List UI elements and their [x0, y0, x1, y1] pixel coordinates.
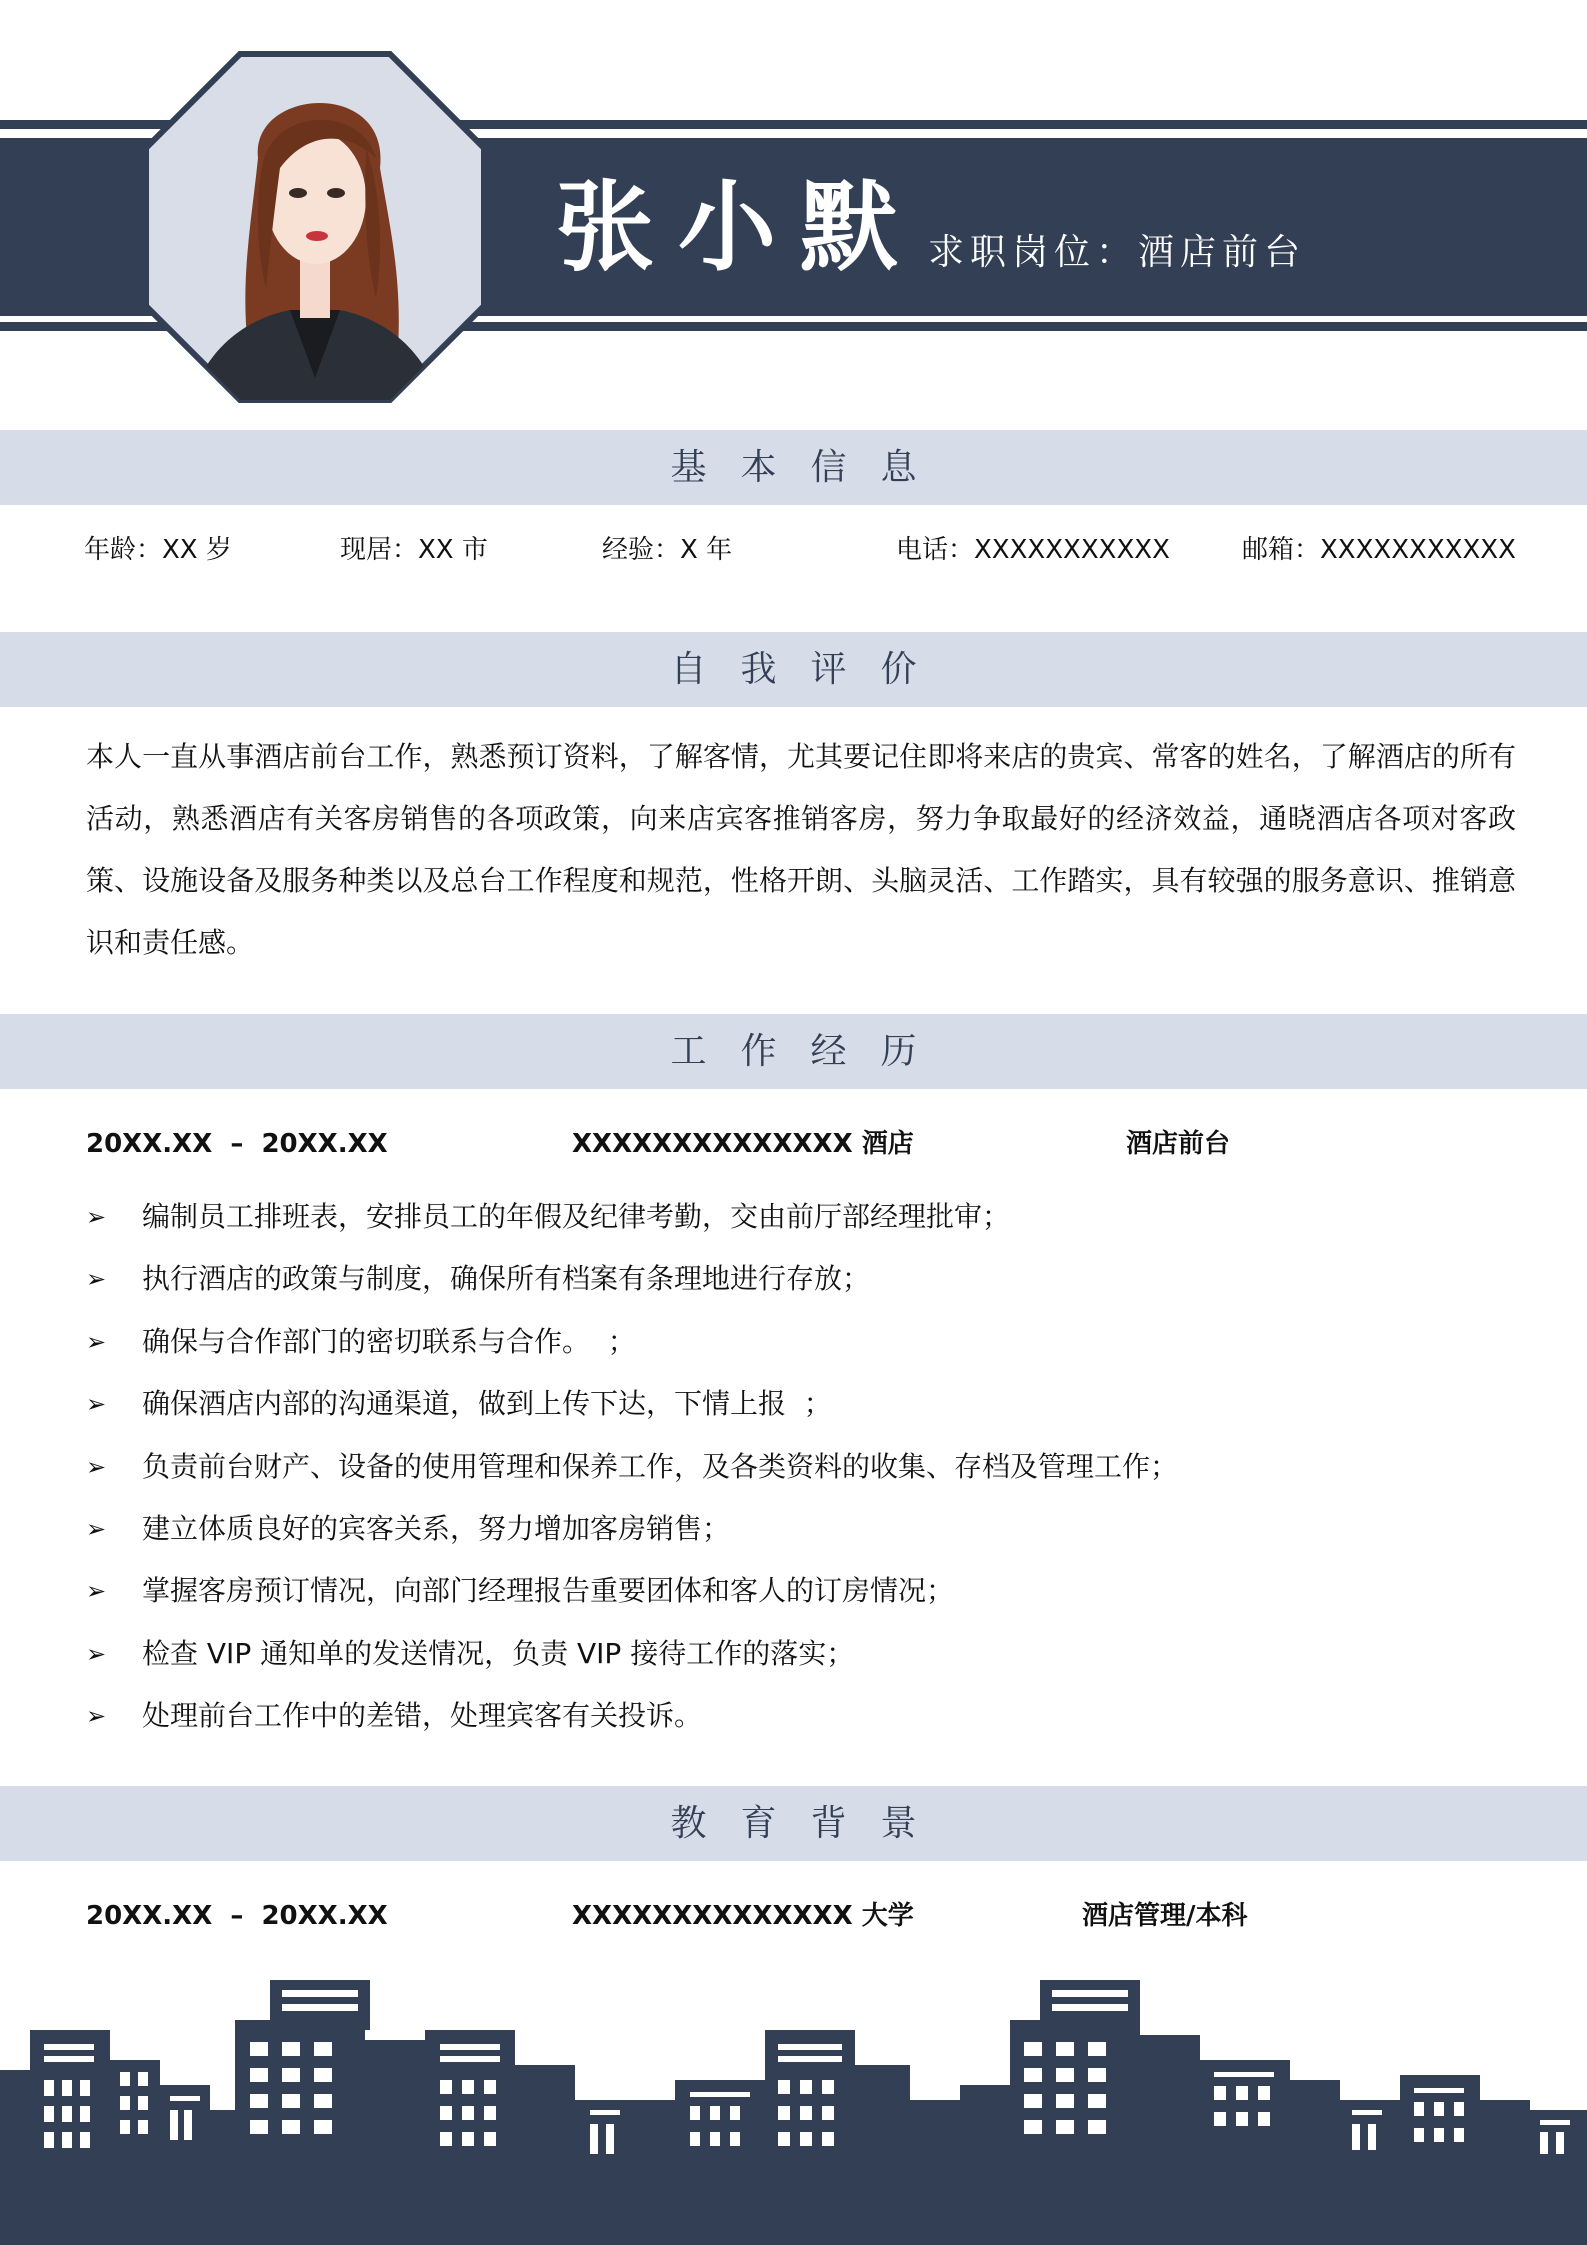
duty-text: 负责前台财产、设备的使用管理和保养工作，及各类资料的收集、存档及管理工作； — [142, 1449, 1179, 1483]
arrow-bullet-icon: ➢ — [86, 1452, 107, 1481]
work-company: XXXXXXXXXXXXXX 酒店 — [572, 1129, 914, 1159]
list-item — [86, 1685, 1178, 1747]
work-duties-list — [86, 1186, 1178, 1748]
list-item — [86, 1436, 1178, 1498]
list-item — [86, 1560, 1178, 1622]
work-position: 酒店前台 — [1126, 1129, 1231, 1159]
list-item — [86, 1373, 1178, 1435]
list-item — [86, 1623, 1178, 1685]
info-location: 现居：XX 市 — [340, 535, 488, 565]
section-title-self-eval: 自我评价 — [670, 649, 951, 690]
info-phone: 电话：XXXXXXXXXXX — [896, 535, 1170, 565]
job-title: 求职岗位：酒店前台 — [928, 232, 1307, 273]
duty-text: 确保与合作部门的密切联系与合作。 ； — [142, 1324, 636, 1358]
list-item — [86, 1248, 1178, 1310]
list-item — [86, 1186, 1178, 1248]
avatar — [140, 48, 490, 406]
city-skyline-icon — [0, 1960, 1587, 2245]
info-age: 年龄：XX 岁 — [84, 535, 232, 565]
info-experience: 经验：X 年 — [602, 535, 733, 565]
duty-text: 确保酒店内部的沟通渠道，做到上传下达，下情上报 ； — [142, 1387, 832, 1421]
duty-text: 编制员工排班表，安排员工的年假及纪律考勤，交由前厅部经理批审； — [142, 1200, 1011, 1233]
list-item — [86, 1498, 1178, 1560]
arrow-bullet-icon: ➢ — [86, 1390, 107, 1419]
duty-text: 建立体质良好的宾客关系，努力增加客房销售； — [142, 1511, 731, 1545]
section-title-education: 教育背景 — [670, 1803, 951, 1844]
edu-period: 20XX.XX – 20XX.XX — [86, 1901, 388, 1931]
edu-major: 酒店管理/本科 — [1082, 1901, 1248, 1931]
arrow-bullet-icon: ➢ — [86, 1577, 107, 1606]
section-title-basic-info: 基本信息 — [670, 447, 951, 488]
duty-text: 执行酒店的政策与制度，确保所有档案有条理地进行存放； — [142, 1262, 871, 1296]
info-email: 邮箱：XXXXXXXXXXX — [1242, 535, 1516, 565]
self-eval-text: 本人一直从事酒店前台工作，熟悉预订资料，了解客情，尤其要记住即将来店的贵宾、常客的姓名，了解酒店的所有活动，熟悉酒店有关客房销售的各项政策，向来店宾客推销客房，努力争取最好的经济效益，通晓酒店各项对客政策、设施设备及服务种类以及总台工作程度和规范，性格开朗、头脑灵活、工作踏实，具有较强的服务意识、推销意识和责任感。 — [86, 740, 1516, 959]
duty-text: 检查 VIP 通知单的发送情况，负责 VIP 接待工作的落实； — [142, 1636, 855, 1670]
arrow-bullet-icon: ➢ — [86, 1702, 107, 1731]
section-title-work: 工作经历 — [670, 1031, 951, 1072]
arrow-bullet-icon: ➢ — [86, 1639, 107, 1668]
arrow-bullet-icon: ➢ — [86, 1265, 107, 1294]
arrow-bullet-icon: ➢ — [86, 1514, 107, 1543]
list-item — [86, 1311, 1178, 1373]
candidate-name: 张小默 — [556, 171, 923, 285]
work-period: 20XX.XX – 20XX.XX — [86, 1129, 388, 1159]
arrow-bullet-icon: ➢ — [86, 1203, 107, 1231]
duty-text: 处理前台工作中的差错，处理宾客有关投诉。 — [142, 1699, 703, 1733]
duty-text: 掌握客房预订情况，向部门经理报告重要团体和客人的订房情况； — [142, 1574, 955, 1608]
arrow-bullet-icon: ➢ — [86, 1327, 107, 1356]
edu-school: XXXXXXXXXXXXXX 大学 — [572, 1901, 914, 1931]
